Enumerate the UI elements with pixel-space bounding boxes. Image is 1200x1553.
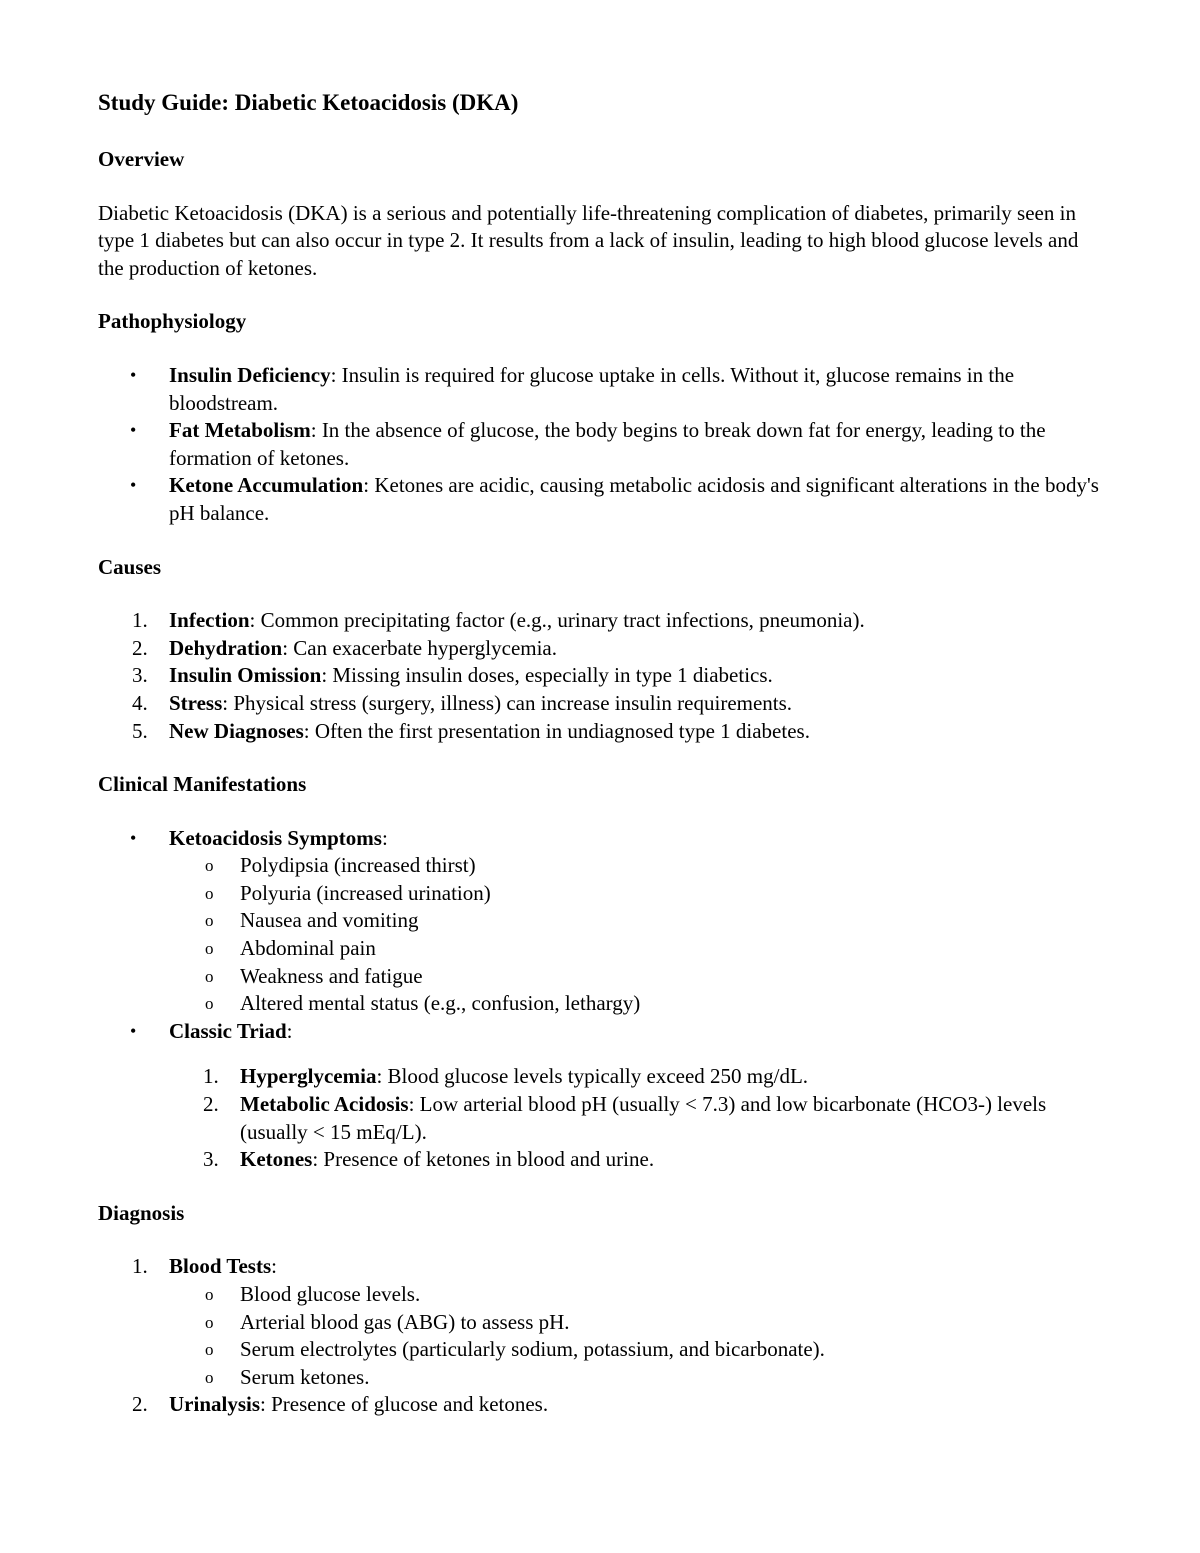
term: Fat Metabolism — [169, 418, 311, 443]
sublist-text: Arterial blood gas (ABG) to assess pH. — [240, 1309, 570, 1334]
list-item — [98, 690, 1108, 718]
causes-list — [98, 607, 1108, 745]
term: Infection — [169, 608, 250, 633]
term: Urinalysis — [169, 1392, 261, 1417]
definition: : Ketones are acidic, causing metabolic acidosis and significant alterations in the body's pH balance. — [169, 473, 1099, 525]
list-item — [98, 417, 1108, 472]
sub-bullet-marker: o — [205, 883, 214, 903]
sublist-item — [169, 1281, 1108, 1309]
list-item — [98, 825, 1108, 1018]
sub-bullet-marker: o — [205, 966, 214, 986]
bullet-marker: • — [130, 364, 137, 385]
sub-bullet-marker: o — [205, 1340, 214, 1360]
sublist-text: Weakness and fatigue — [240, 963, 423, 988]
definition: : Presence of glucose and ketones. — [260, 1392, 549, 1417]
classic-triad-list — [98, 1063, 1108, 1173]
diagnosis-heading: Diagnosis — [98, 1200, 185, 1225]
sub-bullet-marker: o — [205, 1285, 214, 1304]
list-item — [98, 662, 1108, 690]
bullet-marker: • — [130, 420, 137, 441]
term: Hyperglycemia — [240, 1064, 377, 1089]
sublist-text: Abdominal pain — [240, 936, 376, 961]
number-marker: 2. — [203, 1092, 219, 1117]
sublist-item — [169, 852, 1108, 880]
definition: : — [271, 1254, 277, 1279]
pathophysiology-heading: Pathophysiology — [98, 309, 247, 334]
sublist-text: Polydipsia (increased thirst) — [240, 853, 476, 878]
overview-paragraph: Diabetic Ketoacidosis (DKA) is a serious and potentially life-threatening complication of diabetes, primarily seen in type 1 diabetes but can also occur in type 2. It results from a lack of insulin, leading to high blood glucose levels and the production of ketones. — [98, 200, 1079, 280]
term: Ketoacidosis Symptoms — [169, 825, 382, 850]
symptoms-sublist — [169, 852, 1108, 1018]
clinical-manifestations-list — [98, 825, 1108, 1046]
definition: : Can exacerbate hyperglycemia. — [282, 635, 558, 660]
term: New Diagnoses — [169, 718, 304, 743]
bullet-marker: • — [130, 1020, 137, 1041]
list-item — [98, 1146, 1108, 1174]
list-item — [98, 472, 1108, 527]
sublist-item — [169, 935, 1108, 963]
blood-tests-sublist — [169, 1281, 1108, 1391]
number-marker: 1. — [132, 608, 148, 633]
term: Insulin Omission — [169, 663, 322, 688]
list-item — [98, 1091, 1108, 1146]
document-title: Study Guide: Diabetic Ketoacidosis (DKA) — [98, 90, 519, 115]
term: Classic Triad — [169, 1018, 287, 1043]
definition: : Presence of ketones in blood and urine. — [312, 1147, 655, 1172]
definition: : Common precipitating factor (e.g., urinary tract infections, pneumonia). — [249, 608, 865, 633]
definition: : Insulin is required for glucose uptake in cells. Without it, glucose remains in the bloodstream. — [169, 362, 1015, 415]
sub-bullet-marker: o — [205, 1312, 214, 1332]
definition: : — [286, 1018, 293, 1043]
number-marker: 1. — [203, 1064, 219, 1089]
sub-bullet-marker: o — [205, 856, 214, 876]
term: Insulin Deficiency — [169, 362, 331, 387]
document-page — [98, 88, 1108, 1445]
sublist-text: Blood glucose levels. — [240, 1282, 421, 1306]
term: Ketones — [240, 1147, 313, 1172]
number-marker: 2. — [132, 635, 148, 660]
number-marker: 3. — [132, 663, 148, 688]
list-item — [98, 607, 1108, 635]
list-item — [98, 1253, 1108, 1391]
sublist-item — [169, 1364, 1108, 1392]
sublist-text: Serum electrolytes (particularly sodium, potassium, and bicarbonate). — [240, 1337, 825, 1362]
term: Dehydration — [169, 635, 283, 660]
definition: : — [381, 825, 388, 850]
number-marker: 1. — [132, 1254, 148, 1279]
number-marker: 3. — [203, 1147, 219, 1172]
sublist-text: Polyuria (increased urination) — [240, 880, 491, 905]
definition: : Low arterial blood pH (usually < 7.3) and low bicarbonate (HCO3-) levels (usually < 15 mEq/L). — [240, 1092, 1047, 1144]
number-marker: 2. — [132, 1392, 148, 1417]
sublist-item — [169, 990, 1108, 1018]
number-marker: 5. — [132, 718, 148, 743]
sub-bullet-marker: o — [205, 994, 214, 1014]
sub-bullet-marker: o — [205, 1367, 214, 1387]
sublist-item — [169, 963, 1108, 991]
bullet-marker: • — [130, 827, 137, 848]
sublist-item — [169, 1336, 1108, 1364]
sublist-item — [169, 1309, 1108, 1337]
sublist-text: Serum ketones. — [240, 1364, 370, 1389]
sublist-text: Nausea and vomiting — [240, 908, 419, 933]
definition: : Often the first presentation in undiagnosed type 1 diabetes. — [303, 718, 810, 743]
sub-bullet-marker: o — [205, 911, 214, 931]
overview-heading: Overview — [98, 147, 185, 171]
term: Metabolic Acidosis — [240, 1092, 409, 1117]
diagnosis-list — [98, 1253, 1108, 1419]
sub-bullet-marker: o — [205, 939, 214, 959]
causes-heading: Causes — [98, 554, 162, 579]
definition: : Blood glucose levels typically exceed 250 mg/dL. — [376, 1064, 809, 1089]
definition: : Missing insulin doses, especially in type 1 diabetics. — [321, 663, 773, 688]
clinical-manifestations-heading: Clinical Manifestations — [98, 772, 307, 797]
list-item — [98, 1018, 1108, 1046]
sublist-item — [169, 907, 1108, 935]
sublist-text: Altered mental status (e.g., confusion, lethargy) — [240, 991, 641, 1016]
list-item — [98, 635, 1108, 663]
definition: : Physical stress (surgery, illness) can increase insulin requirements. — [222, 690, 793, 715]
pathophysiology-list — [98, 362, 1108, 528]
sublist-item — [169, 880, 1108, 908]
list-item — [98, 1391, 1108, 1419]
list-item — [98, 718, 1108, 746]
term: Blood Tests — [169, 1254, 272, 1279]
bullet-marker: • — [130, 475, 137, 496]
list-item — [98, 362, 1108, 417]
number-marker: 4. — [132, 690, 148, 715]
definition: : In the absence of glucose, the body begins to break down fat for energy, leading to the formation of ketones. — [169, 418, 1046, 470]
term: Ketone Accumulation — [169, 473, 364, 498]
list-item — [98, 1063, 1108, 1091]
term: Stress — [169, 690, 223, 715]
